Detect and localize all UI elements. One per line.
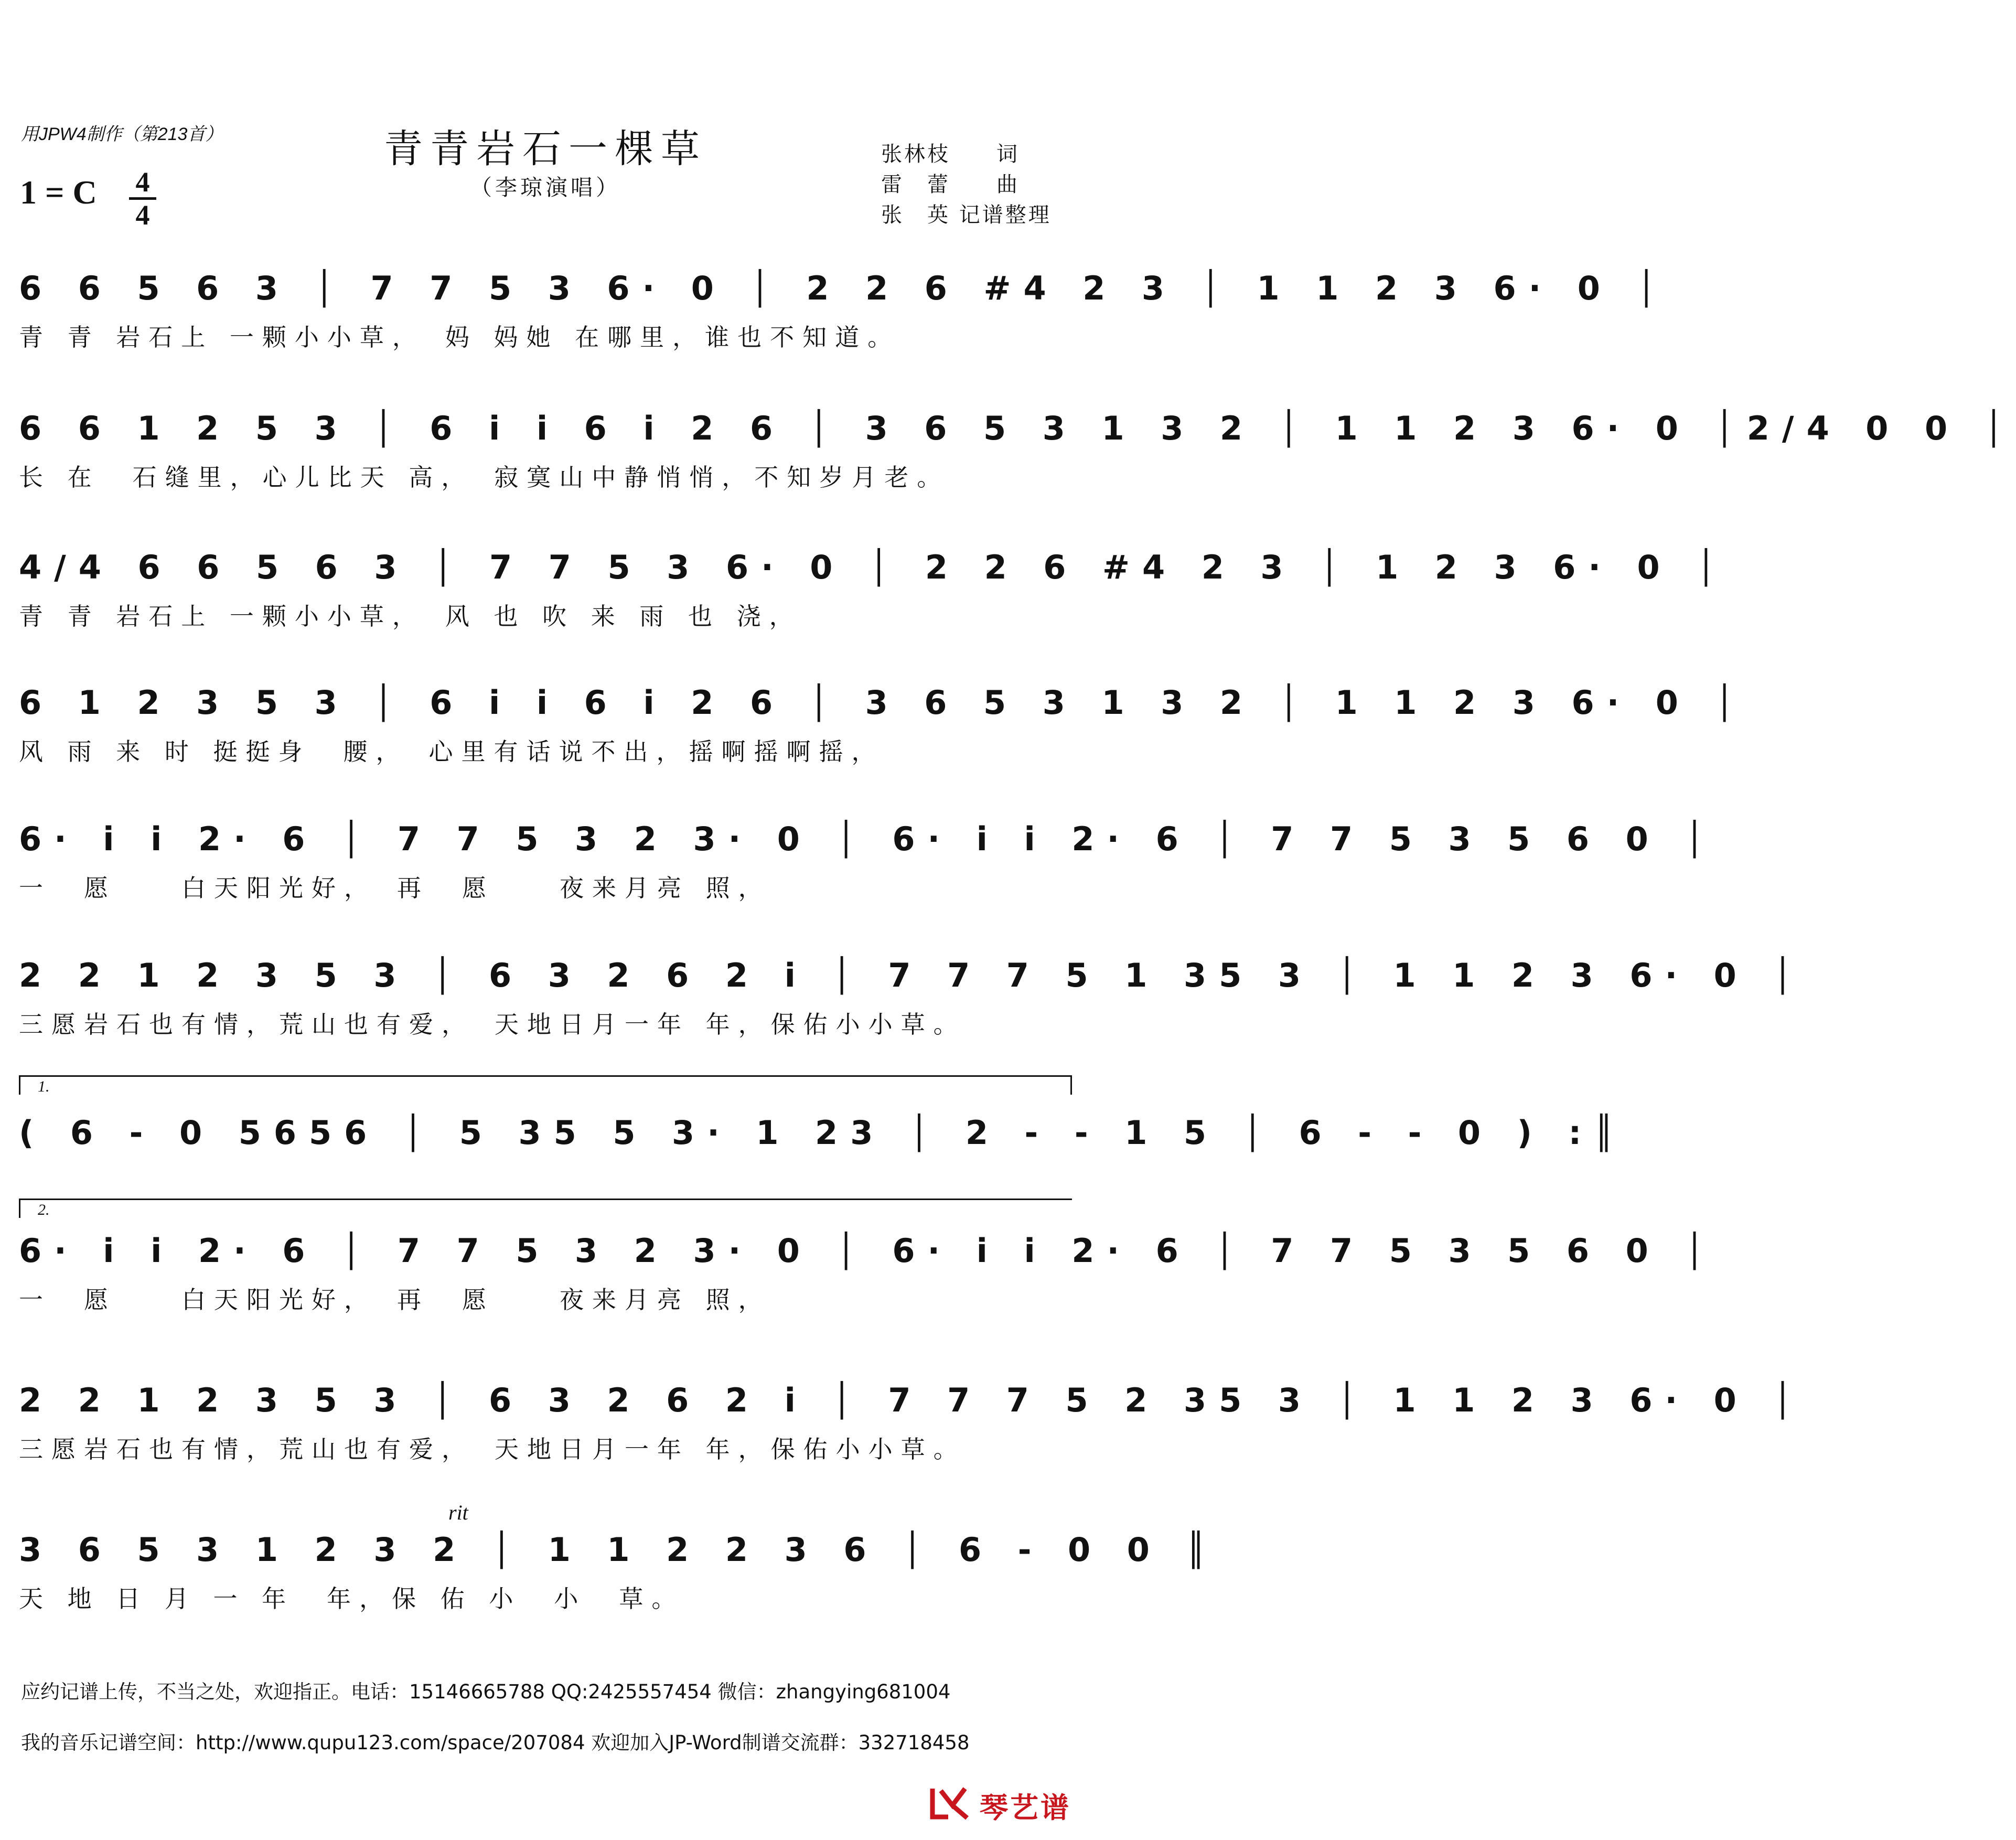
score-row [19, 947, 1805, 1073]
notation-line: 4/4 6 6 5 6 3 │ 7 7 5 3 6· 0 │ 2 2 6 #4 2 3 │ 1 2 3 6· 0 │ [19, 548, 1729, 586]
logo-text: 琴艺谱 [980, 1791, 1071, 1824]
lyrics-line: 三愿岩石也有情，荒山也有爱， 天地日月一年 年，保佑小小草。 [19, 1435, 966, 1463]
notation-line: 2 2 1 2 3 5 3 │ 6 3 2 6 2 i │ 7 7 7 5 2 35 3 │ 1 1 2 3 6· 0 │ [19, 1381, 1805, 1419]
volta-left-hook [19, 1077, 20, 1095]
footer-contact-line: 应约记谱上传，不当之处，欢迎指正。电话：15146665788 QQ:2425557454 微信：zhangying681004 [21, 1681, 951, 1703]
volta-left-hook [19, 1200, 20, 1218]
notation-line: 6 6 1 2 5 3 │ 6 i i 6 i 2 6 │ 3 6 5 3 1 3 2 │ 1 1 2 3 6· 0 │2/4 0 0 │ [19, 409, 2016, 447]
notation-line: 6 6 5 6 3 │ 7 7 5 3 6· 0 │ 2 2 6 #4 2 3 │ 1 1 2 3 6· 0 │ [19, 269, 1669, 307]
score-row-final [19, 1521, 1218, 1647]
volta-label: 1. [38, 1078, 50, 1095]
score-row [19, 400, 2016, 526]
lyrics-line: 一 愿 白天阳光好， 再 愿 夜来月亮 照， [19, 874, 771, 902]
qinyipu-logo-icon [929, 1784, 975, 1821]
volta-label: 2. [38, 1201, 50, 1218]
lyrics-line: 三愿岩石也有情，荒山也有爱， 天地日月一年 年，保佑小小草。 [19, 1010, 966, 1039]
notation-line: 6· i i 2· 6 │ 7 7 5 3 2 3· 0 │ 6· i i 2· 6 │ 7 7 5 3 5 6 0 │ [19, 820, 1717, 858]
score-row [19, 674, 1747, 800]
lyrics-line: 天 地 日 月 一 年 年，保 佑 小 小 草。 [19, 1585, 684, 1613]
lyrics-line: 长 在 石缝里，心儿比天 高， 寂寞山中静悄悄，不知岁月老。 [19, 463, 950, 491]
qinyipu-logo [929, 1784, 1081, 1822]
singer-note: （李琼演唱） [469, 175, 621, 200]
volta-right-hook [1070, 1077, 1072, 1095]
volta-first-ending [19, 1075, 1072, 1095]
notation-line: 3 6 5 3 1 2 3 2 │ 1 1 2 2 3 6 │ 6 - 0 0 ║ [19, 1531, 1218, 1569]
time-signature-bottom: 4 [135, 199, 150, 231]
score-row [19, 1222, 1717, 1348]
notation-line: 6 1 2 3 5 3 │ 6 i i 6 i 2 6 │ 3 6 5 3 1 3 2 │ 1 1 2 3 6· 0 │ [19, 683, 1747, 722]
footer-space-line: 我的音乐记谱空间：http://www.qupu123.com/space/207084 欢迎加入JP-Word制谱交流群：332718458 [21, 1731, 970, 1754]
song-title: 青青岩石一棵草 [384, 126, 707, 172]
credit-composer: 雷 蕾 曲 [881, 173, 1020, 197]
score-row [19, 260, 1669, 386]
lyrics-line: 风 雨 来 时 挺挺身 腰， 心里有话说不出，摇啊摇啊摇， [19, 737, 884, 766]
score-row-interlude [19, 1104, 1626, 1172]
made-by-note: 用JPW4制作（第213首） [21, 124, 223, 144]
notation-line: ( 6 - 0 5656 │ 5 35 5 3· 1 23 │ 2 - - 1 5 │ 6 - - 0 ) :║ [19, 1114, 1626, 1152]
volta-second-ending [19, 1199, 1072, 1218]
lyrics-line: 青 青 岩石上 一颗小小草， 妈 妈她 在哪里，谁也不知道。 [19, 323, 900, 351]
notation-line: 2 2 1 2 3 5 3 │ 6 3 2 6 2 i │ 7 7 7 5 1 35 3 │ 1 1 2 3 6· 0 │ [19, 956, 1805, 994]
time-signature [127, 168, 158, 229]
time-signature-top: 4 [135, 166, 150, 198]
notation-line: 6· i i 2· 6 │ 7 7 5 3 2 3· 0 │ 6· i i 2· 6 │ 7 7 5 3 5 6 0 │ [19, 1232, 1717, 1270]
tempo-mark-rit: rit [448, 1501, 468, 1524]
credit-lyricist: 张林枝 词 [881, 142, 1020, 166]
lyrics-line: 一 愿 白天阳光好， 再 愿 夜来月亮 照， [19, 1286, 771, 1314]
score-row [19, 810, 1717, 936]
key-signature: 1 = C [20, 174, 97, 211]
lyrics-line: 青 青 岩石上 一颗小小草， 风 也 吹 来 雨 也 浇， [19, 602, 802, 630]
score-row [19, 539, 1729, 665]
credits [881, 139, 1052, 230]
score-row [19, 1372, 1805, 1497]
credit-transcriber: 张 英 记谱整理 [881, 203, 1052, 227]
